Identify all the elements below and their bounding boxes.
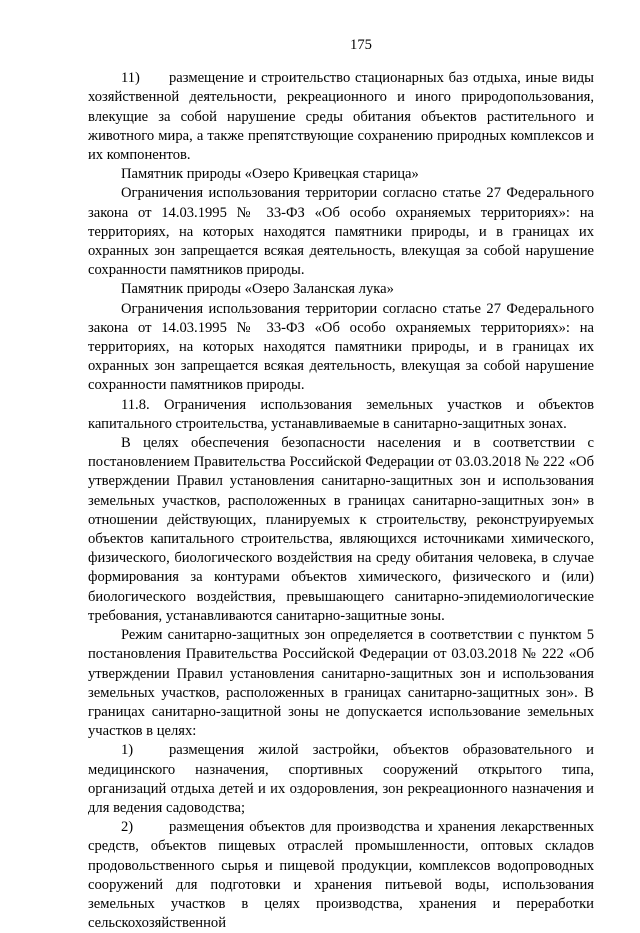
section-heading-zalanskaya: Памятник природы «Озеро Заланская лука»: [121, 281, 394, 298]
paragraph-zone-regime: Режим санитарно-защитных зон определяется в соответствии с пунктом 5 постановления Правительства Российской Федерации от 03.03.2018 № 222 «Об утверждении Правил установления санитарно-защитных зон и использования земельных участков, расположенных в границах санитарно-защитных зон». В границах санитарно-защитной зоны не допускается использование земельных участков в целях:: [88, 627, 594, 740]
list-item-11: [88, 69, 594, 165]
section-heading-krivetskaya: Памятник природы «Озеро Кривецкая старица»: [121, 166, 419, 183]
paragraph-restrictions-2: Ограничения использования территории согласно статье 27 Федерального закона от 14.03.1995 № 33-ФЗ «Об особо охраняемых территориях»: на территориях, на которых находятся памятники природы, и в границах их охранных зон запрещается всякая деятельность, влекущая за собой нарушение сохранности памятников природы.: [88, 300, 594, 394]
list-item-2: [88, 818, 594, 933]
section-heading-11-8: 11.8. Ограничения использования земельных участков и объектов капитального строительства, устанавливаемые в санитарно-защитных зонах.: [88, 396, 594, 432]
list-item-number: 2): [121, 819, 134, 836]
list-item-number: 11): [121, 70, 140, 87]
list-item-number: 1): [121, 742, 134, 759]
list-item-text: размещения жилой застройки, объектов образовательного и медицинского назначения, спортивных сооружений открытого типа, организаций отдыха детей и их оздоровления, зон рекреационного назначения и для ведения садоводства;: [88, 742, 594, 816]
page-number: 175: [350, 37, 372, 53]
paragraph-sanitary-zones: В целях обеспечения безопасности населения и в соответствии с постановлением Правительства Российской Федерации от 03.03.2018 № 222 «Об утверждении Правил установления санитарно-защитных зон и использования земельных участков, расположенных в границах санитарно-защитных зон» в отношении действующих, планируемых к строительству, реконструируемых объектов капитального строительства, являющихся источниками химического, физического, биологического воздействия на среду обитания человека, в случае формирования за контурами объектов химического, физического и (или) биологического воздействия, превышающего санитарно-эпидемиологические требования, устанавливаются санитарно-защитные зоны.: [88, 435, 594, 624]
paragraph-restrictions-1: Ограничения использования территории согласно статье 27 Федерального закона от 14.03.1995 № 33-ФЗ «Об особо охраняемых территориях»: на территориях, на которых находятся памятники природы, и в границах их охранных зон запрещается всякая деятельность, влекущая за собой нарушение сохранности памятников природы.: [88, 185, 594, 279]
list-item-text: размещения объектов для производства и хранения лекарственных средств, объектов пищевых отраслей промышленности, оптовых складов продовольственного сырья и пищевой продукции, комплексов водопроводных сооружений для подготовки и хранения питьевой воды, использования земельных участков в целях производства, хранения и переработки сельскохозяйственной: [88, 819, 594, 932]
list-item-1: [88, 741, 594, 818]
list-item-text: размещение и строительство стационарных баз отдыха, иные виды хозяйственной деятельности, рекреационного и иного природопользования, влекущие за собой нарушение среды обитания объектов растительного и животного мира, а также препятствующие сохранению природных комплексов и их компонентов.: [88, 70, 594, 164]
